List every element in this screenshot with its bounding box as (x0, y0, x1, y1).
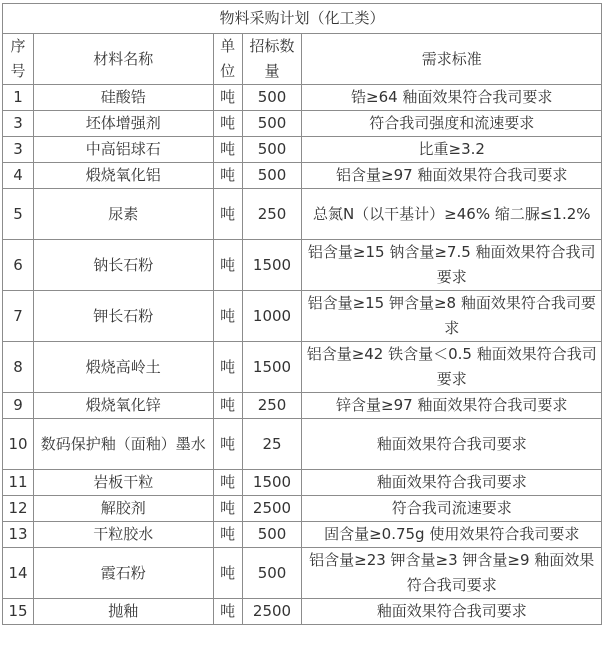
table-row (3, 548, 602, 599)
cell-std: 釉面效果符合我司要求 (302, 470, 602, 496)
cell-qty: 250 (242, 189, 302, 240)
table-row (3, 291, 602, 342)
cell-unit: 吨 (213, 137, 242, 163)
cell-qty: 1500 (242, 342, 302, 393)
cell-name: 坯体增强剂 (33, 111, 213, 137)
table-row (3, 522, 602, 548)
table-row (3, 137, 602, 163)
cell-unit: 吨 (213, 240, 242, 291)
cell-qty: 250 (242, 393, 302, 419)
header-std: 需求标准 (302, 34, 602, 85)
cell-qty: 2500 (242, 496, 302, 522)
table-row (3, 599, 602, 625)
cell-no: 6 (3, 240, 34, 291)
cell-std: 符合我司流速要求 (302, 496, 602, 522)
table-row (3, 85, 602, 111)
cell-qty: 500 (242, 163, 302, 189)
table-row (3, 240, 602, 291)
procurement-table (2, 3, 602, 625)
table-row (3, 496, 602, 522)
cell-qty: 2500 (242, 599, 302, 625)
cell-name: 钾长石粉 (33, 291, 213, 342)
cell-name: 煅烧高岭土 (33, 342, 213, 393)
table-row (3, 111, 602, 137)
cell-name: 数码保护釉（面釉）墨水 (33, 419, 213, 470)
cell-no: 14 (3, 548, 34, 599)
header-qty: 招标数量 (242, 34, 302, 85)
cell-no: 9 (3, 393, 34, 419)
header-name: 材料名称 (33, 34, 213, 85)
cell-no: 13 (3, 522, 34, 548)
cell-unit: 吨 (213, 163, 242, 189)
cell-unit: 吨 (213, 85, 242, 111)
cell-name: 解胶剂 (33, 496, 213, 522)
cell-no: 12 (3, 496, 34, 522)
cell-no: 7 (3, 291, 34, 342)
cell-name: 煅烧氧化锌 (33, 393, 213, 419)
procurement-table-wrapper (2, 3, 602, 625)
cell-no: 10 (3, 419, 34, 470)
cell-name: 硅酸锆 (33, 85, 213, 111)
cell-qty: 1500 (242, 240, 302, 291)
cell-unit: 吨 (213, 470, 242, 496)
cell-qty: 25 (242, 419, 302, 470)
cell-qty: 1000 (242, 291, 302, 342)
cell-name: 尿素 (33, 189, 213, 240)
cell-std: 铝含量≥15 钾含量≥8 釉面效果符合我司要求 (302, 291, 602, 342)
cell-no: 8 (3, 342, 34, 393)
cell-qty: 500 (242, 111, 302, 137)
cell-no: 15 (3, 599, 34, 625)
cell-unit: 吨 (213, 522, 242, 548)
table-row (3, 393, 602, 419)
table-row (3, 470, 602, 496)
cell-std: 比重≥3.2 (302, 137, 602, 163)
cell-no: 1 (3, 85, 34, 111)
cell-unit: 吨 (213, 189, 242, 240)
cell-unit: 吨 (213, 419, 242, 470)
cell-std: 铝含量≥15 钠含量≥7.5 釉面效果符合我司要求 (302, 240, 602, 291)
cell-name: 干粒胶水 (33, 522, 213, 548)
header-no: 序号 (3, 34, 34, 85)
cell-name: 中高铝球石 (33, 137, 213, 163)
cell-no: 3 (3, 137, 34, 163)
cell-name: 抛釉 (33, 599, 213, 625)
cell-no: 3 (3, 111, 34, 137)
cell-unit: 吨 (213, 111, 242, 137)
cell-unit: 吨 (213, 548, 242, 599)
cell-std: 符合我司强度和流速要求 (302, 111, 602, 137)
cell-std: 铝含量≥23 钾含量≥3 钾含量≥9 釉面效果符合我司要求 (302, 548, 602, 599)
cell-std: 铝含量≥97 釉面效果符合我司要求 (302, 163, 602, 189)
cell-name: 岩板干粒 (33, 470, 213, 496)
cell-std: 锆≥64 釉面效果符合我司要求 (302, 85, 602, 111)
cell-qty: 1500 (242, 470, 302, 496)
table-row (3, 163, 602, 189)
cell-name: 霞石粉 (33, 548, 213, 599)
cell-std: 固含量≥0.75g 使用效果符合我司要求 (302, 522, 602, 548)
cell-unit: 吨 (213, 342, 242, 393)
cell-unit: 吨 (213, 393, 242, 419)
cell-name: 钠长石粉 (33, 240, 213, 291)
cell-unit: 吨 (213, 496, 242, 522)
cell-qty: 500 (242, 137, 302, 163)
cell-qty: 500 (242, 85, 302, 111)
cell-name: 煅烧氧化铝 (33, 163, 213, 189)
cell-std: 釉面效果符合我司要求 (302, 419, 602, 470)
cell-unit: 吨 (213, 291, 242, 342)
cell-no: 5 (3, 189, 34, 240)
cell-unit: 吨 (213, 599, 242, 625)
table-row (3, 342, 602, 393)
table-title: 物料采购计划（化工类） (3, 4, 602, 34)
cell-no: 4 (3, 163, 34, 189)
header-unit: 单位 (213, 34, 242, 85)
cell-std: 釉面效果符合我司要求 (302, 599, 602, 625)
cell-std: 铝含量≥42 铁含量＜0.5 釉面效果符合我司要求 (302, 342, 602, 393)
cell-std: 锌含量≥97 釉面效果符合我司要求 (302, 393, 602, 419)
cell-std: 总氮N（以干基计）≥46% 缩二脲≤1.2% (302, 189, 602, 240)
cell-qty: 500 (242, 548, 302, 599)
cell-qty: 500 (242, 522, 302, 548)
table-row (3, 189, 602, 240)
cell-no: 11 (3, 470, 34, 496)
table-row (3, 419, 602, 470)
